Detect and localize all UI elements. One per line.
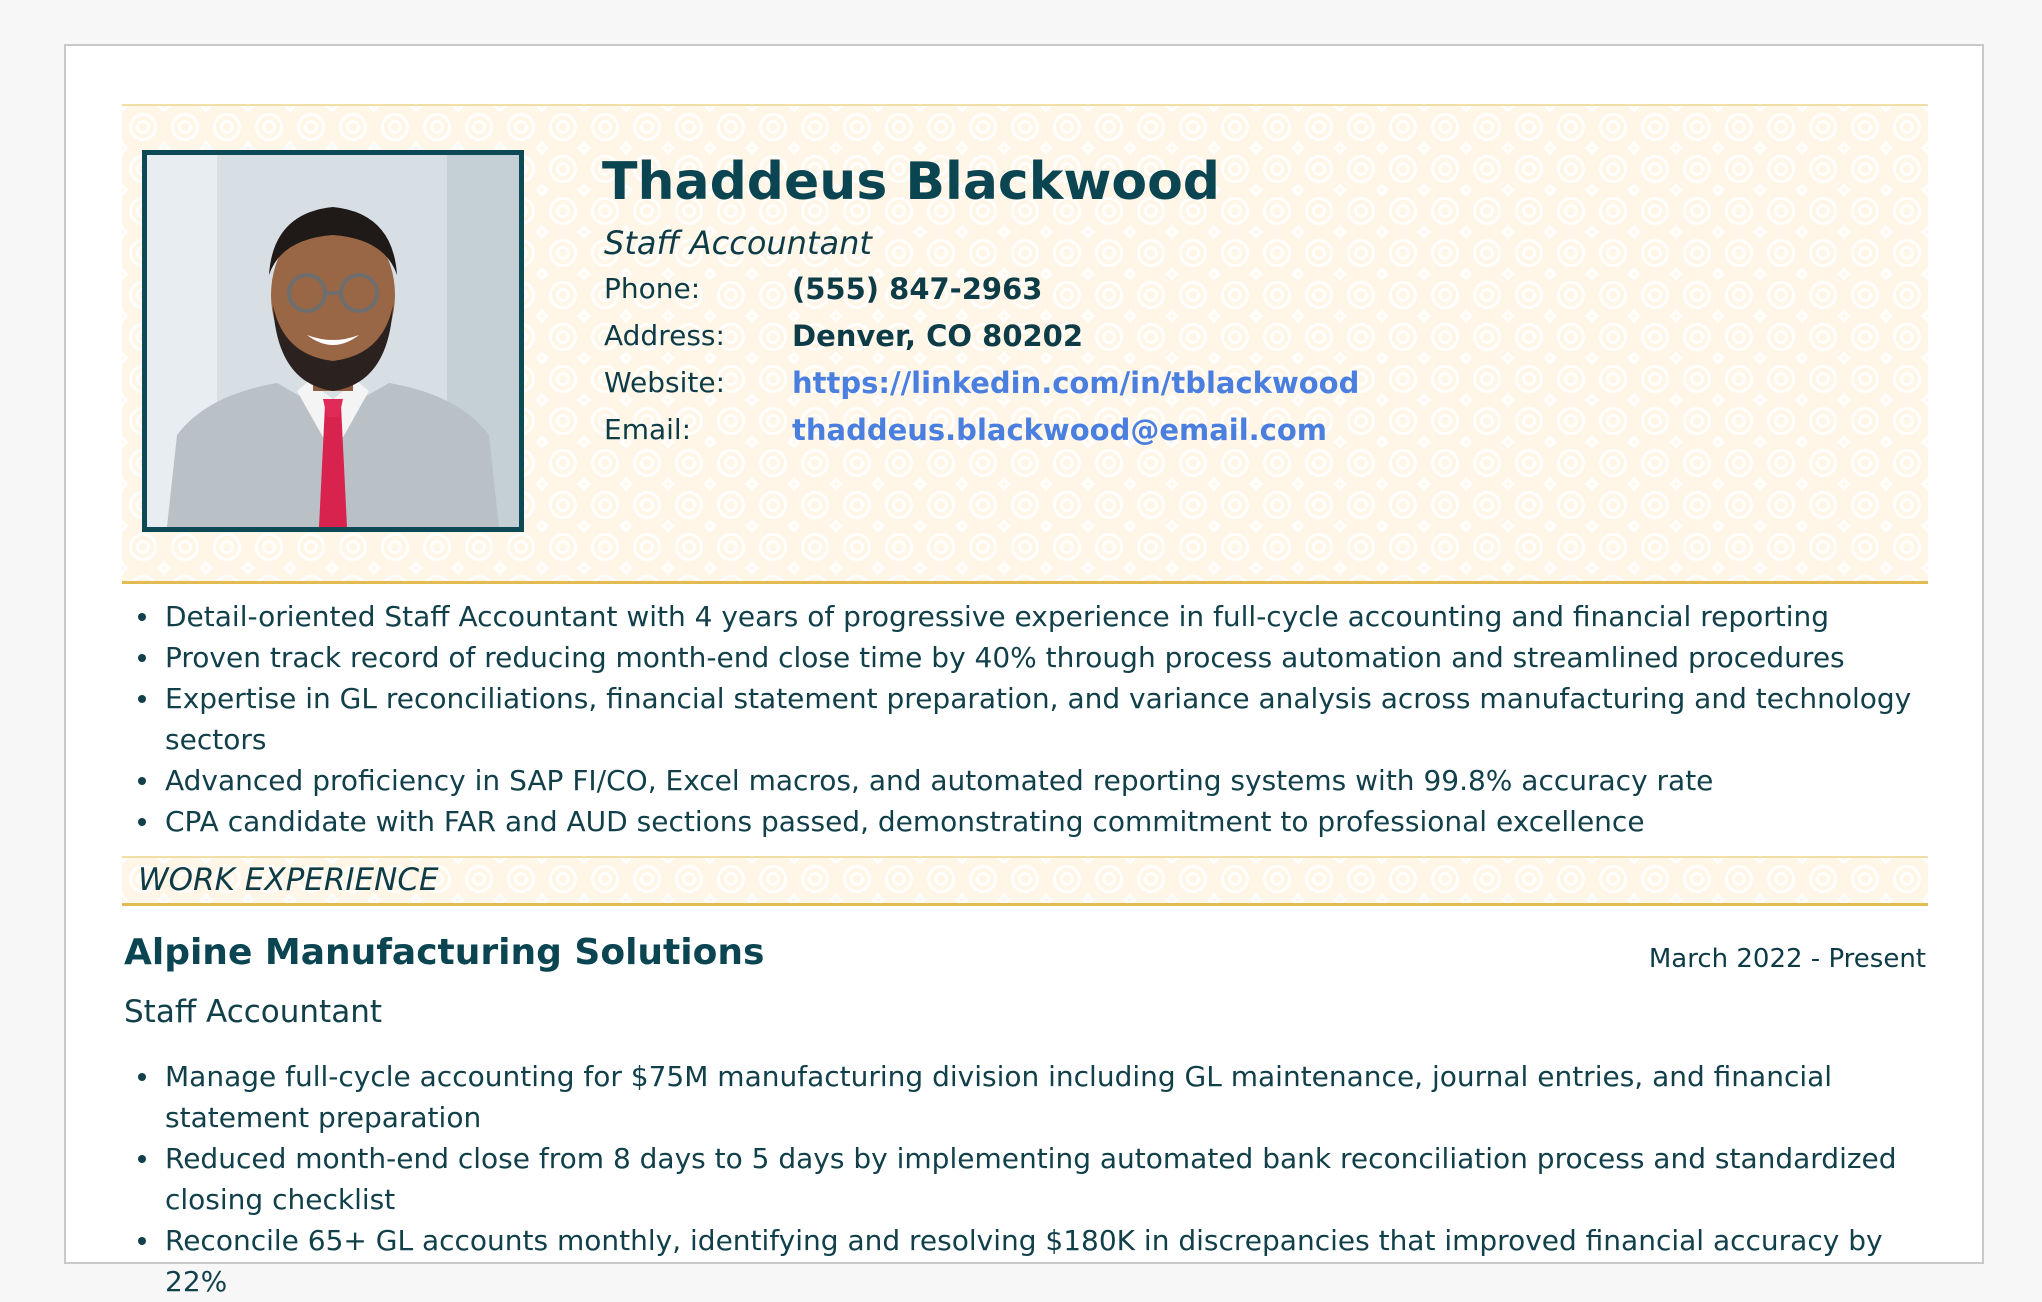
section-title: WORK EXPERIENCE [138, 862, 439, 898]
website-label: Website: [604, 366, 726, 399]
address-value: Denver, CO 80202 [792, 319, 1084, 353]
profile-photo [142, 150, 524, 532]
company-name: Alpine Manufacturing Solutions [124, 932, 765, 973]
email-link[interactable]: thaddeus.blackwood@email.com [792, 413, 1328, 447]
phone-value: (555) 847-2963 [792, 272, 1043, 306]
phone-label: Phone: [604, 272, 701, 305]
summary-item: Advanced proficiency in SAP FI/CO, Excel macros, and automated reporting systems with 99.8% accuracy rate [122, 760, 1928, 801]
job-bullet-list [122, 1056, 1928, 1302]
job-bullet: Manage full-cycle accounting for $75M manufacturing division including GL maintenance, journal entries, and financial statement preparation [122, 1056, 1928, 1138]
summary-list [122, 596, 1928, 842]
summary-item: Expertise in GL reconciliations, financial statement preparation, and variance analysis across manufacturing and technology sectors [122, 678, 1928, 760]
resume-header [122, 104, 1928, 584]
job-bullet: Reconcile 65+ GL accounts monthly, identifying and resolving $180K in discrepancies that improved financial accuracy by 22% [122, 1220, 1928, 1302]
summary-item: CPA candidate with FAR and AUD sections passed, demonstrating commitment to professional excellence [122, 801, 1928, 842]
email-label: Email: [604, 413, 692, 446]
employment-dates: March 2022 - Present [1648, 944, 1926, 974]
candidate-name: Thaddeus Blackwood [602, 152, 1221, 212]
summary-item: Detail-oriented Staff Accountant with 4 years of progressive experience in full-cycle accounting and financial reporting [122, 596, 1928, 637]
candidate-role: Staff Accountant [604, 224, 872, 262]
resume-page [64, 44, 1984, 1298]
job-title: Staff Accountant [124, 994, 383, 1030]
address-label: Address: [604, 319, 725, 352]
summary-item: Proven track record of reducing month-end close time by 40% through process automation and streamlined procedures [122, 637, 1928, 678]
profile-photo-image [147, 155, 519, 527]
job-bullet: Reduced month-end close from 8 days to 5 days by implementing automated bank reconciliation process and standardized closing checklist [122, 1138, 1928, 1220]
website-link[interactable]: https://linkedin.com/in/tblackwood [792, 366, 1360, 400]
work-experience-header [122, 856, 1928, 906]
